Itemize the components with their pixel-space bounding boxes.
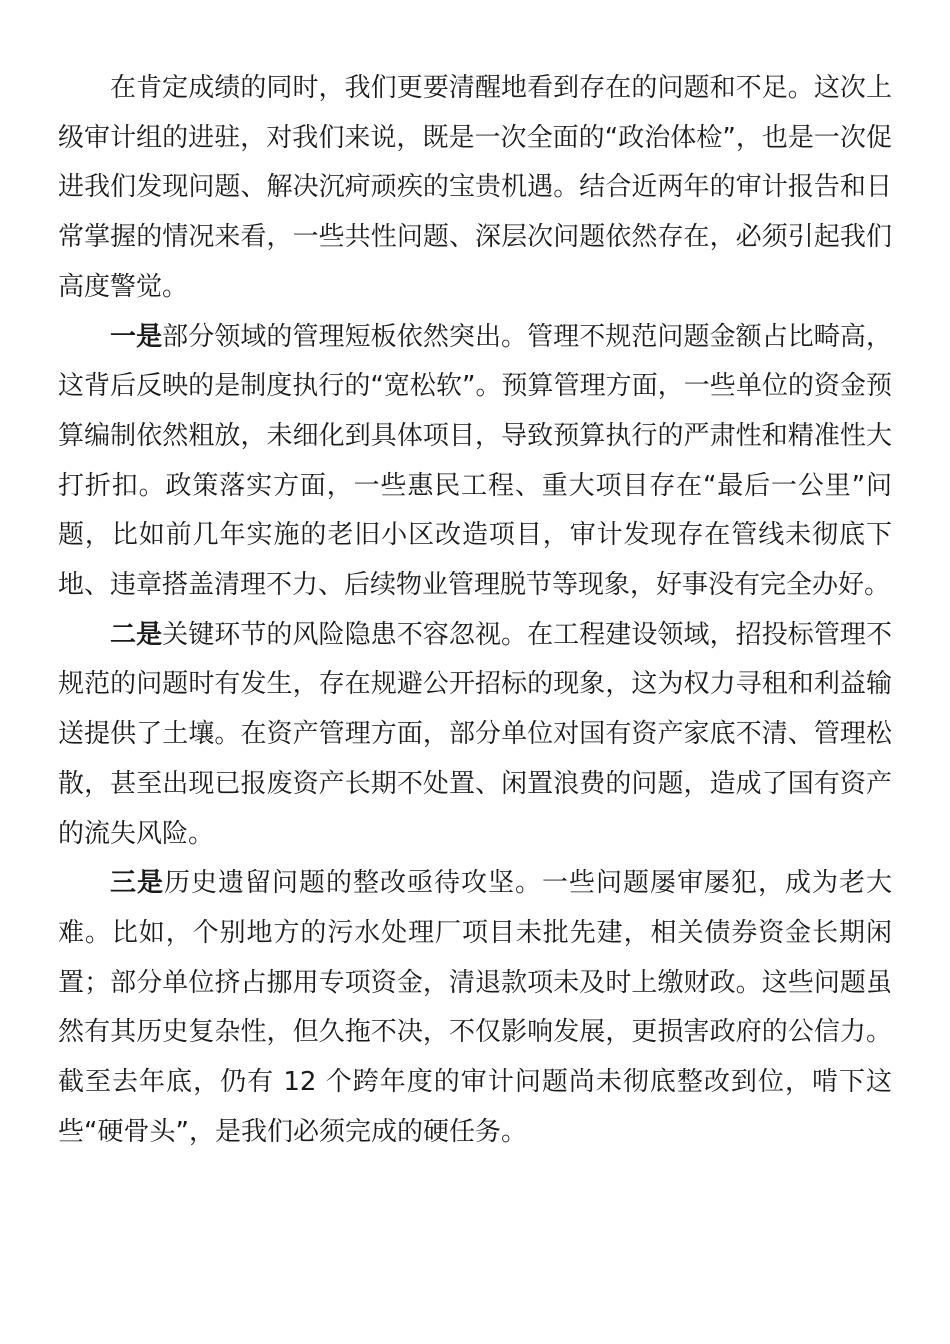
paragraph-point-one [58, 313, 892, 611]
paragraph-intro [58, 64, 892, 313]
paragraph-point-two [58, 611, 892, 860]
point-three-text: 历史遗留问题的整改亟待攻坚。一些问题屡审屡犯，成为老大难。比如，个别地方的污水处理厂项目未批先建，相关债券资金长期闲置；部分单位挤占挪用专项资金，清退款项未及时上缴财政。这些问题虽然有其历史复杂性，但久拖不决，不仅影响发展，更损害政府的公信力。截至去年底，仍有 12 个跨年度的审计问题尚未彻底整改到位，啃下这些“硬骨头”，是我们必须完成的硬任务。 [58, 868, 892, 1147]
document-body [58, 64, 892, 1157]
paragraph-point-three [58, 859, 892, 1157]
paragraph-intro-text: 在肯定成绩的同时，我们更要清醒地看到存在的问题和不足。这次上级审计组的进驻，对我们来说，既是一次全面的“政治体检”，也是一次促进我们发现问题、解决沉疴顽疾的宝贵机遇。结合近两年的审计报告和日常掌握的情况来看，一些共性问题、深层次问题依然存在，必须引起我们高度警觉。 [58, 73, 892, 302]
point-two-text: 关键环节的风险隐患不容忽视。在工程建设领域，招投标管理不规范的问题时有发生，存在规避公开招标的现象，这为权力寻租和利益输送提供了土壤。在资产管理方面，部分单位对国有资产家底不清、管理松散，甚至出现已报废资产长期不处置、闲置浪费的问题，造成了国有资产的流失风险。 [58, 619, 892, 849]
point-one-lead: 一是 [110, 321, 163, 352]
point-one-text: 部分领域的管理短板依然突出。管理不规范问题金额占比畸高，这背后反映的是制度执行的“宽松软”。预算管理方面，一些单位的资金预算编制依然粗放，未细化到具体项目，导致预算执行的严肃性和精准性大打折扣。政策落实方面，一些惠民工程、重大项目存在“最后一公里”问题，比如前几年实施的老旧小区改造项目，审计发现存在管线未彻底下地、违章搭盖清理不力、后续物业管理脱节等现象，好事没有完全办好。 [58, 321, 892, 601]
point-three-lead: 三是 [110, 868, 164, 899]
point-two-lead: 二是 [110, 619, 163, 650]
